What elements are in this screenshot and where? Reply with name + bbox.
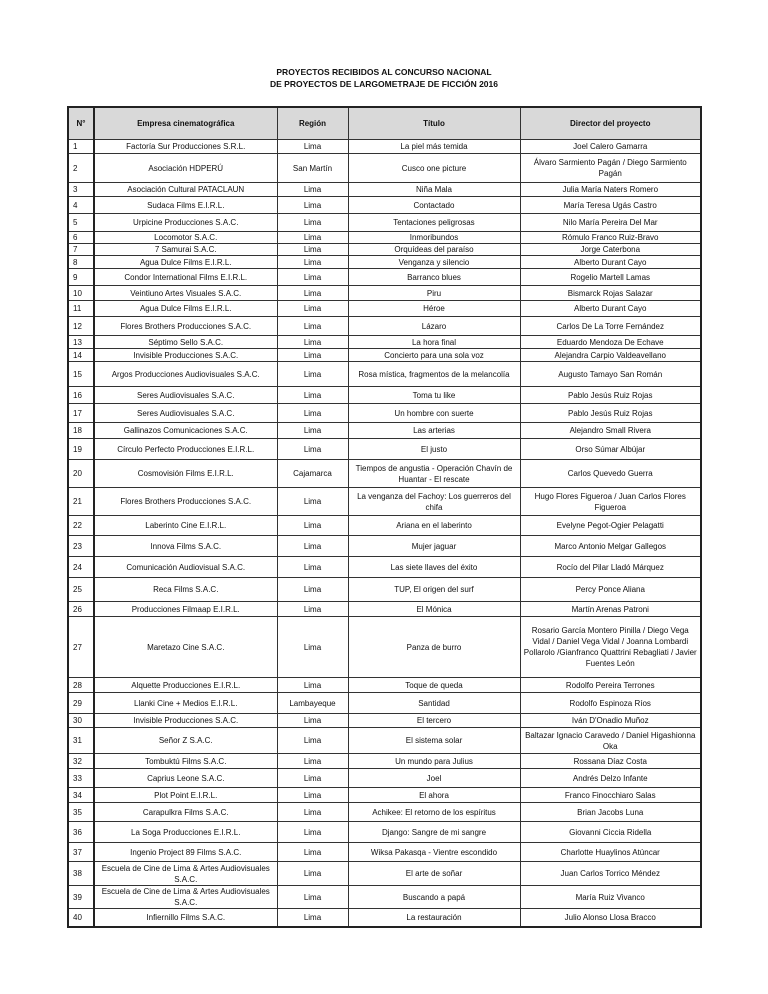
cell-number: 34: [68, 788, 94, 803]
cell-title: Toma tu like: [348, 387, 520, 404]
table-row: [68, 803, 701, 822]
cell-director: Eduardo Mendoza De Echave: [520, 336, 701, 349]
table-row: [68, 909, 701, 927]
cell-company: Flores Brothers Producciones S.A.C.: [94, 317, 277, 336]
cell-company: Condor International Films E.I.R.L.: [94, 269, 277, 286]
cell-title: Ariana en el laberinto: [348, 516, 520, 536]
table-row: [68, 183, 701, 197]
table-row: [68, 516, 701, 536]
cell-number: 31: [68, 728, 94, 754]
cell-director: Rossana Díaz Costa: [520, 754, 701, 769]
cell-director: Percy Ponce Aliana: [520, 578, 701, 602]
table-header-row: [68, 107, 701, 140]
cell-region: Lima: [277, 788, 348, 803]
cell-region: Lima: [277, 769, 348, 788]
cell-number: 3: [68, 183, 94, 197]
cell-number: 40: [68, 909, 94, 927]
cell-number: 22: [68, 516, 94, 536]
cell-title: Cusco one picture: [348, 154, 520, 183]
table-row: [68, 317, 701, 336]
cell-director: Carlos De La Torre Fernández: [520, 317, 701, 336]
cell-region: Lima: [277, 557, 348, 578]
cell-title: La hora final: [348, 336, 520, 349]
document-title-line-1: PROYECTOS RECIBIDOS AL CONCURSO NACIONAL: [276, 67, 492, 77]
cell-company: Tombuktú Films S.A.C.: [94, 754, 277, 769]
table-row: [68, 886, 701, 909]
cell-company: Agua Dulce Films E.I.R.L.: [94, 256, 277, 269]
cell-number: 9: [68, 269, 94, 286]
cell-region: Lima: [277, 232, 348, 244]
cell-title: Santidad: [348, 693, 520, 714]
cell-region: Lima: [277, 140, 348, 154]
cell-number: 26: [68, 602, 94, 617]
cell-title: La venganza del Fachoy: Los guerreros del chifa: [348, 488, 520, 516]
cell-director: Giovanni Ciccia Ridella: [520, 822, 701, 843]
cell-company: Llanki Cine + Medios E.I.R.L.: [94, 693, 277, 714]
cell-title: Piru: [348, 286, 520, 301]
cell-director: Rómulo Franco Ruiz-Bravo: [520, 232, 701, 244]
cell-number: 18: [68, 423, 94, 439]
cell-company: Seres Audiovisuales S.A.C.: [94, 404, 277, 423]
cell-director: María Ruiz Vivanco: [520, 886, 701, 909]
cell-director: Alejandro Small Rivera: [520, 423, 701, 439]
table-row: [68, 387, 701, 404]
cell-number: 10: [68, 286, 94, 301]
cell-company: Factoría Sur Producciones S.R.L.: [94, 140, 277, 154]
cell-director: Julia María Naters Romero: [520, 183, 701, 197]
cell-company: Asociación Cultural PATACLAUN: [94, 183, 277, 197]
header-company: Empresa cinematográfica: [94, 107, 277, 140]
cell-region: Lima: [277, 336, 348, 349]
cell-director: Julio Alonso Llosa Bracco: [520, 909, 701, 927]
cell-company: Escuela de Cine de Lima & Artes Audiovisuales S.A.C.: [94, 886, 277, 909]
cell-title: Orquídeas del paraíso: [348, 244, 520, 256]
cell-number: 38: [68, 862, 94, 886]
cell-region: Lima: [277, 256, 348, 269]
cell-region: Lambayeque: [277, 693, 348, 714]
cell-title: Rosa mística, fragmentos de la melancolía: [348, 362, 520, 387]
cell-company: Señor Z S.A.C.: [94, 728, 277, 754]
cell-director: María Teresa Ugás Castro: [520, 197, 701, 214]
cell-company: Flores Brothers Producciones S.A.C.: [94, 488, 277, 516]
cell-number: 32: [68, 754, 94, 769]
cell-title: El sistema solar: [348, 728, 520, 754]
cell-company: Invisible Producciones S.A.C.: [94, 349, 277, 362]
table-row: [68, 714, 701, 728]
cell-region: Lima: [277, 617, 348, 678]
table-row: [68, 769, 701, 788]
cell-director: Rosario García Montero Pinilla / Diego Vega Vidal / Daniel Vega Vidal / Joanna Lombardi Pollarolo /Gianfranco Quattrini Rebagliati / Javier Fuentes León: [520, 617, 701, 678]
cell-company: Maretazo Cine S.A.C.: [94, 617, 277, 678]
cell-region: Lima: [277, 301, 348, 317]
cell-director: Jorge Caterbona: [520, 244, 701, 256]
cell-region: Lima: [277, 214, 348, 232]
cell-director: Martín Arenas Patroni: [520, 602, 701, 617]
cell-number: 5: [68, 214, 94, 232]
cell-number: 28: [68, 678, 94, 693]
cell-director: Franco Finocchiaro Salas: [520, 788, 701, 803]
cell-director: Orso Súmar Albújar: [520, 439, 701, 460]
cell-region: Lima: [277, 862, 348, 886]
cell-number: 12: [68, 317, 94, 336]
cell-number: 35: [68, 803, 94, 822]
cell-title: Barranco blues: [348, 269, 520, 286]
table-row: [68, 154, 701, 183]
cell-director: Alberto Durant Cayo: [520, 256, 701, 269]
cell-region: Lima: [277, 183, 348, 197]
cell-region: Lima: [277, 488, 348, 516]
cell-title: Tentaciones peligrosas: [348, 214, 520, 232]
cell-company: Argos Producciones Audiovisuales S.A.C.: [94, 362, 277, 387]
table-row: [68, 536, 701, 557]
cell-region: Lima: [277, 423, 348, 439]
cell-title: TUP, El origen del surf: [348, 578, 520, 602]
table-row: [68, 286, 701, 301]
cell-company: Agua Dulce Films E.I.R.L.: [94, 301, 277, 317]
table-row: [68, 256, 701, 269]
cell-company: Producciones Filmaap E.I.R.L.: [94, 602, 277, 617]
cell-company: Séptimo Sello S.A.C.: [94, 336, 277, 349]
cell-number: 36: [68, 822, 94, 843]
cell-title: Inmoribundos: [348, 232, 520, 244]
cell-director: Juan Carlos Torrico Méndez: [520, 862, 701, 886]
table-row: [68, 488, 701, 516]
cell-region: Lima: [277, 714, 348, 728]
cell-director: Marco Antonio Melgar Gallegos: [520, 536, 701, 557]
header-region: Región: [277, 107, 348, 140]
cell-company: Ingenio Project 89 Films S.A.C.: [94, 843, 277, 862]
cell-region: Lima: [277, 286, 348, 301]
cell-region: Lima: [277, 728, 348, 754]
cell-title: Niña Mala: [348, 183, 520, 197]
cell-number: 23: [68, 536, 94, 557]
cell-company: Infiernillo Films S.A.C.: [94, 909, 277, 927]
cell-director: Rocío del Pilar Lladó Márquez: [520, 557, 701, 578]
cell-director: Charlotte Huaylinos Atúncar: [520, 843, 701, 862]
cell-region: Lima: [277, 602, 348, 617]
cell-number: 11: [68, 301, 94, 317]
table-row: [68, 678, 701, 693]
cell-company: Plot Point E.I.R.L.: [94, 788, 277, 803]
cell-region: Lima: [277, 843, 348, 862]
cell-title: Buscando a papá: [348, 886, 520, 909]
table-row: [68, 197, 701, 214]
cell-number: 33: [68, 769, 94, 788]
cell-number: 37: [68, 843, 94, 862]
cell-title: Achikee: El retorno de los espíritus: [348, 803, 520, 822]
cell-region: Lima: [277, 536, 348, 557]
cell-director: Rodolfo Espinoza Ríos: [520, 693, 701, 714]
cell-region: Lima: [277, 754, 348, 769]
table-row: [68, 269, 701, 286]
cell-company: 7 Samurai S.A.C.: [94, 244, 277, 256]
cell-company: Escuela de Cine de Lima & Artes Audiovisuales S.A.C.: [94, 862, 277, 886]
header-director: Director del proyecto: [520, 107, 701, 140]
cell-title: Django: Sangre de mi sangre: [348, 822, 520, 843]
cell-number: 30: [68, 714, 94, 728]
cell-region: Lima: [277, 886, 348, 909]
table-row: [68, 232, 701, 244]
cell-title: La piel más temida: [348, 140, 520, 154]
cell-region: Lima: [277, 362, 348, 387]
cell-region: Lima: [277, 516, 348, 536]
cell-company: Locomotor S.A.C.: [94, 232, 277, 244]
cell-number: 39: [68, 886, 94, 909]
table-row: [68, 460, 701, 488]
cell-company: Veintiuno Artes Visuales S.A.C.: [94, 286, 277, 301]
cell-number: 17: [68, 404, 94, 423]
cell-title: El arte de soñar: [348, 862, 520, 886]
cell-title: Mujer jaguar: [348, 536, 520, 557]
cell-company: Innova Films S.A.C.: [94, 536, 277, 557]
cell-region: Lima: [277, 803, 348, 822]
cell-title: Tiempos de angustia - Operación Chavín de Huantar - El rescate: [348, 460, 520, 488]
cell-title: El Mónica: [348, 602, 520, 617]
cell-title: Las arterias: [348, 423, 520, 439]
cell-director: Carlos Quevedo Guerra: [520, 460, 701, 488]
cell-director: Alejandra Carpio Valdeavellano: [520, 349, 701, 362]
cell-number: 16: [68, 387, 94, 404]
cell-region: Lima: [277, 578, 348, 602]
table-row: [68, 728, 701, 754]
table-row: [68, 602, 701, 617]
cell-title: Wiksa Pakasqa - Vientre escondido: [348, 843, 520, 862]
cell-company: Sudaca Films E.I.R.L.: [94, 197, 277, 214]
cell-company: Gallinazos Comunicaciones S.A.C.: [94, 423, 277, 439]
cell-number: 24: [68, 557, 94, 578]
cell-company: Alquette Producciones E.I.R.L.: [94, 678, 277, 693]
table-row: [68, 140, 701, 154]
cell-title: Panza de burro: [348, 617, 520, 678]
cell-number: 6: [68, 232, 94, 244]
table-row: [68, 822, 701, 843]
table-body: [68, 140, 701, 927]
cell-director: Andrés Delzo Infante: [520, 769, 701, 788]
cell-number: 29: [68, 693, 94, 714]
cell-number: 2: [68, 154, 94, 183]
cell-company: Reca Films S.A.C.: [94, 578, 277, 602]
cell-title: Héroe: [348, 301, 520, 317]
cell-director: Augusto Tamayo San Román: [520, 362, 701, 387]
cell-company: Invisible Producciones S.A.C.: [94, 714, 277, 728]
table-row: [68, 843, 701, 862]
table-row: [68, 617, 701, 678]
cell-region: Lima: [277, 387, 348, 404]
table-row: [68, 349, 701, 362]
cell-company: Asociación HDPERÚ: [94, 154, 277, 183]
cell-region: Lima: [277, 822, 348, 843]
cell-number: 14: [68, 349, 94, 362]
table-row: [68, 362, 701, 387]
cell-company: Círculo Perfecto Producciones E.I.R.L.: [94, 439, 277, 460]
document-title-line-2: DE PROYECTOS DE LARGOMETRAJE DE FICCIÓN 2016: [270, 79, 498, 89]
cell-director: Alberto Durant Cayo: [520, 301, 701, 317]
cell-company: Laberinto Cine E.I.R.L.: [94, 516, 277, 536]
cell-director: Nilo María Pereira Del Mar: [520, 214, 701, 232]
cell-number: 4: [68, 197, 94, 214]
cell-region: Lima: [277, 404, 348, 423]
table-row: [68, 557, 701, 578]
cell-director: Bismarck Rojas Salazar: [520, 286, 701, 301]
table-row: [68, 214, 701, 232]
table-row: [68, 423, 701, 439]
table-row: [68, 754, 701, 769]
cell-region: Cajamarca: [277, 460, 348, 488]
cell-director: Joel Calero Gamarra: [520, 140, 701, 154]
cell-title: El ahora: [348, 788, 520, 803]
cell-director: Álvaro Sarmiento Pagán / Diego Sarmiento Pagán: [520, 154, 701, 183]
table-row: [68, 788, 701, 803]
header-number: N°: [68, 107, 94, 140]
cell-director: Brian Jacobs Luna: [520, 803, 701, 822]
cell-region: Lima: [277, 317, 348, 336]
cell-director: Iván D'Onadio Muñoz: [520, 714, 701, 728]
cell-company: Carapulkra Films S.A.C.: [94, 803, 277, 822]
cell-region: Lima: [277, 439, 348, 460]
cell-title: Un hombre con suerte: [348, 404, 520, 423]
cell-company: Seres Audiovisuales S.A.C.: [94, 387, 277, 404]
cell-region: Lima: [277, 269, 348, 286]
header-title: Título: [348, 107, 520, 140]
cell-director: Pablo Jesús Ruiz Rojas: [520, 387, 701, 404]
table-row: [68, 439, 701, 460]
cell-number: 15: [68, 362, 94, 387]
table-row: [68, 404, 701, 423]
cell-number: 21: [68, 488, 94, 516]
projects-table: [67, 106, 702, 928]
table-row: [68, 862, 701, 886]
cell-region: Lima: [277, 197, 348, 214]
cell-number: 8: [68, 256, 94, 269]
cell-number: 27: [68, 617, 94, 678]
cell-title: Las siete llaves del éxito: [348, 557, 520, 578]
cell-title: Joel: [348, 769, 520, 788]
cell-director: Hugo Flores Figueroa / Juan Carlos Flores Figueroa: [520, 488, 701, 516]
table-row: [68, 244, 701, 256]
cell-number: 7: [68, 244, 94, 256]
table-row: [68, 693, 701, 714]
cell-title: Lázaro: [348, 317, 520, 336]
cell-title: Un mundo para Julius: [348, 754, 520, 769]
cell-company: Comunicación Audiovisual S.A.C.: [94, 557, 277, 578]
cell-number: 13: [68, 336, 94, 349]
cell-director: Evelyne Pegot-Ogier Pelagatti: [520, 516, 701, 536]
table-row: [68, 578, 701, 602]
cell-region: Lima: [277, 678, 348, 693]
cell-region: Lima: [277, 244, 348, 256]
table-row: [68, 301, 701, 317]
cell-company: Cosmovisión Films E.I.R.L.: [94, 460, 277, 488]
cell-director: Baltazar Ignacio Caravedo / Daniel Higashionna Oka: [520, 728, 701, 754]
cell-company: La Soga Producciones E.I.R.L.: [94, 822, 277, 843]
cell-director: Rodolfo Pereira Terrones: [520, 678, 701, 693]
cell-region: Lima: [277, 909, 348, 927]
cell-number: 25: [68, 578, 94, 602]
cell-number: 1: [68, 140, 94, 154]
cell-number: 20: [68, 460, 94, 488]
table-row: [68, 336, 701, 349]
cell-title: Toque de queda: [348, 678, 520, 693]
cell-director: Pablo Jesús Ruiz Rojas: [520, 404, 701, 423]
cell-title: Contactado: [348, 197, 520, 214]
cell-title: Concierto para una sola voz: [348, 349, 520, 362]
cell-region: Lima: [277, 349, 348, 362]
cell-company: Caprius Leone S.A.C.: [94, 769, 277, 788]
cell-region: San Martín: [277, 154, 348, 183]
cell-title: El justo: [348, 439, 520, 460]
cell-title: Venganza y silencio: [348, 256, 520, 269]
cell-title: El tercero: [348, 714, 520, 728]
cell-director: Rogelio Martell Lamas: [520, 269, 701, 286]
cell-title: La restauración: [348, 909, 520, 927]
cell-number: 19: [68, 439, 94, 460]
cell-company: Urpicine Producciones S.A.C.: [94, 214, 277, 232]
